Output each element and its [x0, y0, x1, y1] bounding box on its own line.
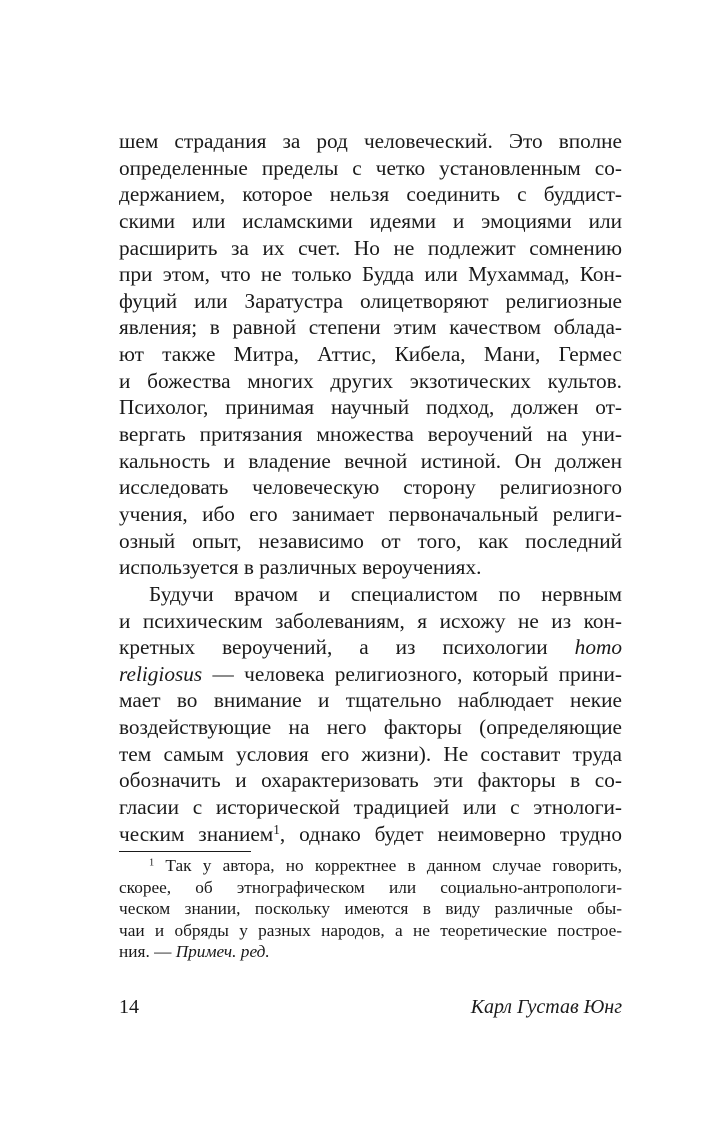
text-line: учения, ибо его занимает первоначальный религи-	[119, 501, 622, 526]
text-line: явления; в равной степени этим качеством облада-	[119, 315, 622, 340]
text-line: мает во внимание и тщательно наблюдает некие	[119, 688, 622, 713]
footnote-line: чаи и обряды у разных народов, а не теоретические построе-	[119, 920, 622, 940]
text-line: Психолог, принимая научный подход, должен от-	[119, 395, 622, 420]
footnote-marker: 1	[149, 857, 155, 869]
text-line: используется в различных вероучениях.	[119, 555, 482, 580]
text-line	[119, 634, 622, 661]
text-line: кальность и владение вечной истиной. Он должен	[119, 448, 622, 473]
text-line: гласии с исторической традицией или с этнологи-	[119, 795, 622, 820]
footnote-line: скорее, об этнографическом или социально-антропологи-	[119, 877, 622, 897]
footnote-reference[interactable]: 1	[273, 821, 280, 837]
text-segment: ния. —	[119, 942, 176, 962]
text-line: фуций или Заратустра олицетворяют религиозные	[119, 288, 622, 313]
footnote-divider	[119, 851, 251, 852]
text-segment: ческим знанием	[119, 821, 274, 846]
text-line: скими или исламскими идеями и эмоциями или	[119, 208, 622, 233]
text-line: тем самым условия его жизни). Не составит труда	[119, 741, 622, 766]
text-line: определенные пределы с четко установленным со-	[119, 155, 622, 180]
running-title: Карл Густав Юнг	[470, 996, 622, 1018]
text-line: вергать притязания множества вероучений на уни-	[119, 422, 622, 447]
footnote	[119, 855, 622, 963]
text-segment: — человека религиозного, который прини-	[202, 661, 622, 686]
text-line: озный опыт, независимо от того, как последний	[119, 528, 622, 553]
text-line: и психическим заболеваниям, я исхожу не из кон-	[119, 608, 622, 633]
editor-note: Примеч. ред.	[175, 942, 270, 962]
text-line: шем страдания за род человеческий. Это вполне	[119, 129, 622, 153]
text-line: ют также Митра, Аттис, Кибела, Мани, Гермес	[119, 342, 622, 367]
text-line: исследовать человеческую сторону религиозного	[119, 475, 622, 500]
paragraph-start-line: Будучи врачом и специалистом по нервным	[149, 581, 622, 606]
text-line: расширить за их счет. Но не подлежит сомнению	[119, 235, 622, 260]
text-line: и божества многих других экзотических культов.	[119, 368, 622, 393]
text-line	[119, 821, 622, 848]
italic-term: homo	[574, 635, 622, 660]
footnote-line: ческом знании, поскольку имеются в виду различные обы-	[119, 899, 622, 919]
text-line: воздействующие на него факторы (определяющие	[119, 715, 622, 740]
page-number: 14	[119, 996, 139, 1018]
text-line: обозначить и охарактеризовать эти факторы в со-	[119, 768, 622, 793]
text-line: при этом, что не только Будда или Мухаммад, Кон-	[119, 262, 622, 287]
text-segment: Так у автора, но корректнее в данном случае говорить,	[154, 856, 622, 875]
text-segment: , однако будет неимоверно трудно	[279, 821, 622, 846]
text-line	[119, 661, 622, 688]
footnote-line	[119, 941, 622, 963]
footnote-line	[119, 855, 622, 877]
body-text	[119, 128, 622, 847]
italic-term: religiosus	[119, 661, 203, 686]
text-segment: кретных вероучений, а из психологии	[119, 635, 575, 660]
text-line: держанием, которое нельзя соединить с буддист-	[119, 182, 622, 207]
